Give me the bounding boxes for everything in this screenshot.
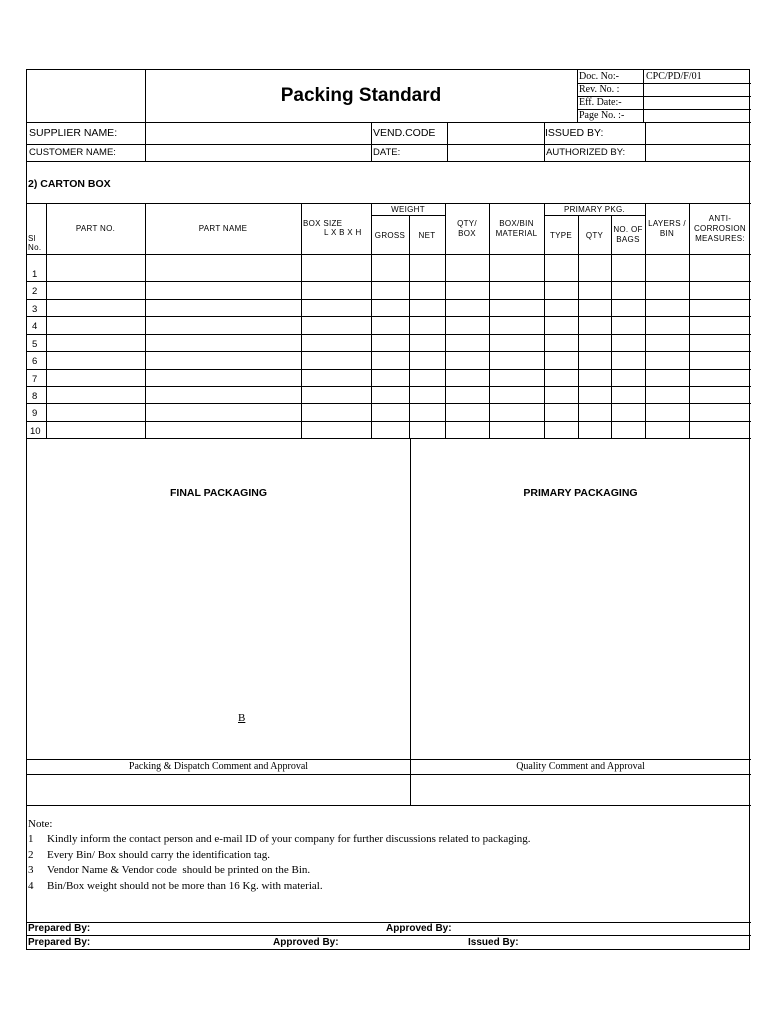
packing-approval-label: Packing & Dispatch Comment and Approval xyxy=(128,761,309,772)
approved-by-label: Approved By: xyxy=(386,923,452,934)
quality-approval-label: Quality Comment and Approval xyxy=(516,761,645,772)
col-box-size: BOX SIZE xyxy=(303,219,343,228)
prepared-by-label: Prepared By: xyxy=(28,937,91,948)
page-no-label: Page No. :- xyxy=(579,110,625,121)
col-no-of-bags: NO. OF xyxy=(613,225,643,234)
final-packaging-mark: B xyxy=(238,712,246,724)
row-number: 1 xyxy=(32,269,38,280)
supplier-name-field[interactable] xyxy=(146,123,370,143)
col-part-name: PART NAME xyxy=(198,224,248,233)
table-row[interactable] xyxy=(47,255,750,281)
row-number: 10 xyxy=(30,426,41,437)
row-number: 9 xyxy=(32,408,38,419)
row-number: 6 xyxy=(32,356,38,367)
customer-name-label: CUSTOMER NAME: xyxy=(29,147,116,158)
note-text: Vendor Name & Vendor code should be printed on the Bin. xyxy=(47,864,311,876)
divider xyxy=(371,215,445,216)
issued-by-label: ISSUED BY: xyxy=(545,127,604,139)
table-row[interactable] xyxy=(47,387,750,403)
col-qty-box-2: BOX xyxy=(458,229,476,238)
date-label: DATE: xyxy=(373,147,401,158)
row-number: 4 xyxy=(32,321,38,332)
note-number: 2 xyxy=(28,849,34,861)
rev-no-label: Rev. No. : xyxy=(579,84,620,95)
divider xyxy=(544,215,645,216)
final-packaging-title: FINAL PACKAGING xyxy=(169,487,268,499)
row-number: 5 xyxy=(32,339,38,350)
col-anti: ANTI- xyxy=(708,214,732,223)
table-row[interactable] xyxy=(47,317,750,334)
doc-no-value[interactable]: CPC/PD/F/01 xyxy=(646,71,702,82)
row-number: 7 xyxy=(32,374,38,385)
row-number: 3 xyxy=(32,304,38,315)
page-title: Packing Standard xyxy=(280,85,442,106)
customer-name-field[interactable] xyxy=(146,145,370,160)
divider xyxy=(27,203,751,204)
col-layers: LAYERS / xyxy=(648,219,686,228)
packing-standard-form xyxy=(26,69,750,950)
section-title: 2) CARTON BOX xyxy=(28,178,111,190)
date-field[interactable] xyxy=(448,145,543,160)
col-gross: GROSS xyxy=(374,231,406,240)
eff-date-label: Eff. Date:- xyxy=(579,97,622,108)
table-row[interactable] xyxy=(47,300,750,316)
note-text: Bin/Box weight should not be more than 16 Kg. with material. xyxy=(47,880,323,892)
note-number: 4 xyxy=(28,880,34,892)
issued-by-label: Issued By: xyxy=(468,937,519,948)
col-qty-box: QTY/ xyxy=(457,219,477,228)
note-text: Kindly inform the contact person and e-mail ID of your company for further discussions related to packaging. xyxy=(47,833,531,845)
vend-code-field[interactable] xyxy=(448,123,543,143)
table-row[interactable] xyxy=(47,335,750,351)
approved-by-label: Approved By: xyxy=(273,937,339,948)
table-row[interactable] xyxy=(47,404,750,421)
table-row[interactable] xyxy=(47,282,750,299)
prepared-by-label: Prepared By: xyxy=(28,923,91,934)
col-anti-measures: MEASURES: xyxy=(695,234,745,243)
packing-approval-field[interactable] xyxy=(27,775,410,805)
table-row[interactable] xyxy=(47,422,750,438)
col-sl-no: Sl No. xyxy=(28,234,42,252)
col-no-of-bags-2: BAGS xyxy=(616,235,640,244)
col-part-no: PART NO. xyxy=(75,224,116,233)
note-number: 3 xyxy=(28,864,34,876)
col-qty: QTY xyxy=(585,231,604,240)
divider xyxy=(371,122,372,161)
col-box-size-dims: L X B X H xyxy=(324,228,362,237)
divider xyxy=(27,935,751,936)
note-text: Every Bin/ Box should carry the identification tag. xyxy=(47,849,271,861)
doc-no-label: Doc. No:- xyxy=(579,71,619,82)
divider xyxy=(27,805,751,806)
row-number: 8 xyxy=(32,391,38,402)
quality-approval-field[interactable] xyxy=(411,775,751,805)
col-net: NET xyxy=(418,231,436,240)
col-box-bin-material: MATERIAL xyxy=(495,229,538,238)
authorized-by-label: AUTHORIZED BY: xyxy=(546,147,626,158)
col-weight: WEIGHT xyxy=(391,205,425,214)
authorized-by-field[interactable] xyxy=(646,145,750,160)
table-row[interactable] xyxy=(47,370,750,386)
primary-packaging-title: PRIMARY PACKAGING xyxy=(523,487,638,499)
divider xyxy=(27,144,751,145)
col-anti-corrosion: CORROSION xyxy=(693,224,747,233)
divider xyxy=(27,122,751,123)
divider xyxy=(27,759,751,760)
col-layers-bin: BIN xyxy=(659,229,675,238)
notes-title: Note: xyxy=(28,818,53,830)
issued-by-field[interactable] xyxy=(646,123,750,143)
row-number: 2 xyxy=(32,286,38,297)
divider xyxy=(27,161,751,162)
vend-code-label: VEND.CODE xyxy=(373,127,436,139)
supplier-name-label: SUPPLIER NAME: xyxy=(29,127,118,139)
col-box-bin: BOX/BIN xyxy=(499,219,534,228)
col-type: TYPE xyxy=(549,231,573,240)
col-primary-pkg: PRIMARY PKG. xyxy=(563,205,626,214)
note-number: 1 xyxy=(28,833,34,845)
table-row[interactable] xyxy=(47,352,750,369)
